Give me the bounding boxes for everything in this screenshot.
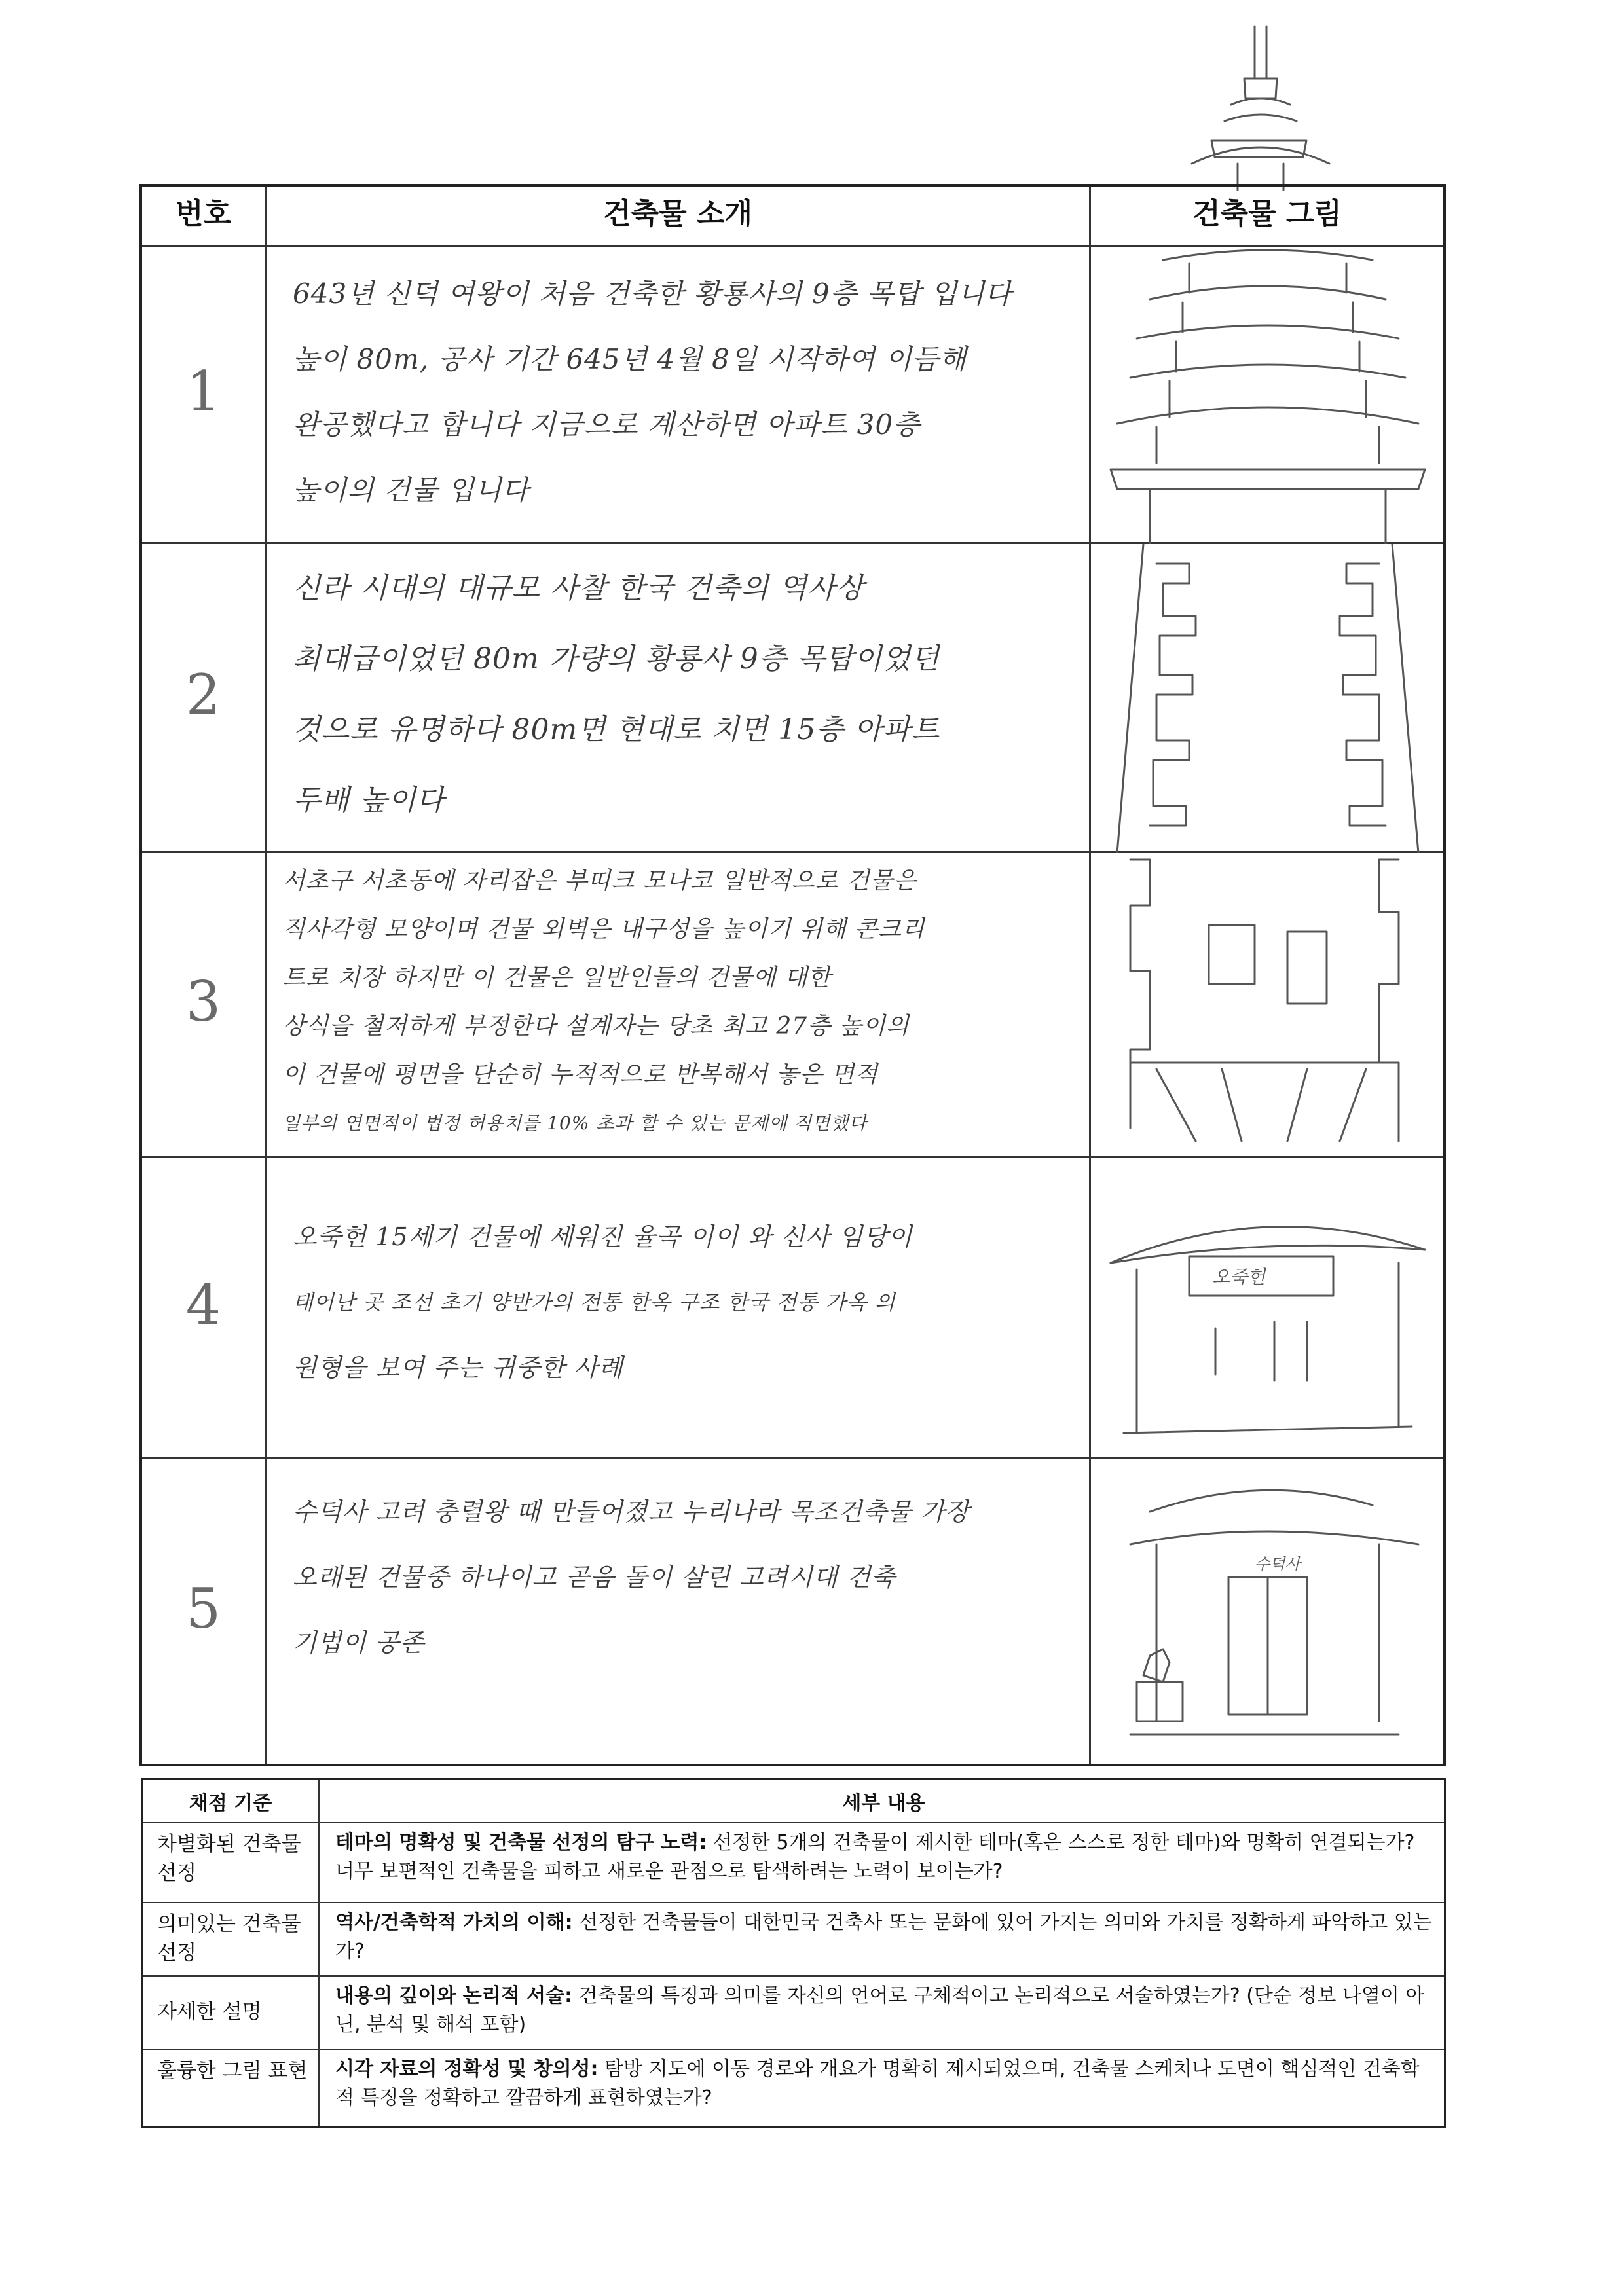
row-number-cell [142,1459,267,1764]
row-intro-cell [267,853,1091,1156]
rubric-detail-body: 선정한 5개의 건축물이 제시한 테마(혹은 스스로 정한 테마)와 명확히 연결되는가? 너무 보편적인 건축물을 피하고 새로운 관점으로 탐색하려는 노력이 보이는가? [335,1831,1415,1883]
row-intro-cell [267,1459,1091,1764]
rubric-detail-body: 선정한 건축물들이 대한민국 건축사 또는 문화에 있어 가지는 의미와 가치를 정확하게 파악하고 있는가? [335,1911,1432,1963]
header-number: 번호 [175,197,231,230]
rubric-criterion: 의미있는 건축물 선정 [143,1903,320,1975]
rubric-row [143,1977,1444,2050]
row-intro-cell [267,247,1091,542]
ojukheon-sketch [1091,1158,1443,1459]
text-line: 것으로 유명하다 80m면 현대로 치면 15층 아파트 [293,713,940,746]
rubric-criterion: 자세한 설명 [143,1977,320,2049]
header-drawing: 건축물 그림 [1192,197,1342,230]
ojukheon-sign-label: 오죽헌 [1212,1266,1266,1288]
header-intro-cell [267,187,1091,245]
building-sketch [1091,853,1443,1158]
rubric-row [143,2050,1444,2126]
row-number-cell [142,1158,267,1457]
row-number: 1 [185,359,221,424]
rubric-criterion: 훌륭한 그림 표현 [143,2050,320,2126]
text-line: 오래된 건물중 하나이고 곧음 돌이 살린 고려시대 건축 [293,1563,896,1592]
text-line: 높이 80m, 공사 기간 645년 4월 8일 시작하여 이듬해 [293,343,967,375]
table-header-row [142,187,1443,247]
rubric-header-details: 세부 내용 [842,1792,925,1815]
rubric-detail-title: 역사/건축학적 가치의 이해: [335,1911,573,1934]
text-line: 수덕사 고려 충렬왕 때 만들어졌고 누리나라 목조건축물 가장 [293,1497,970,1526]
ojukheon-drawing-cell [1091,1158,1443,1457]
row-number-cell [142,544,267,851]
rubric-row [143,1903,1444,1977]
rubric-detail [320,1823,1444,1902]
text-line: 트로 치장 하지만 이 건물은 일반인들의 건물에 대한 [282,964,832,991]
rubric-detail-title: 테마의 명확성 및 건축물 선정의 탐구 노력: [335,1831,707,1854]
text-line: 기법이 공존 [293,1628,425,1657]
text-line: 원형을 보여 주는 귀중한 사례 [293,1353,623,1382]
rubric-header-criteria: 채점 기준 [143,1780,320,1822]
text-line: 두배 높이다 [293,784,445,817]
rubric-detail [320,1903,1444,1975]
row-number: 5 [185,1576,221,1641]
pagoda-sketch [1091,247,1443,544]
text-line: 643년 신덕 여왕이 처음 건축한 황룡사의 9층 목탑 입니다 [293,278,1012,310]
rubric-criterion: 차별화된 건축물 선정 [143,1823,320,1902]
row-intro-cell [267,544,1091,851]
text-line: 태어난 곳 조선 초기 양반가의 전통 한옥 구조 한국 전통 가옥 의 [293,1290,896,1315]
handwritten-text [293,1479,1076,1675]
table-row [142,1459,1443,1764]
table-row [142,247,1443,544]
table-row [142,544,1443,853]
text-line: 직사각형 모양이며 건물 외벽은 내구성을 높이기 위해 콘크리 [282,916,925,943]
tower-sketch [1091,544,1443,853]
rubric-detail-body: 건축물의 특징과 의미를 자신의 언어로 구체적이고 논리적으로 서술하였는가? (단순 정보 나열이 아닌, 분석 및 해석 포함) [335,1984,1425,2036]
pagoda-drawing-cell [1091,247,1443,542]
sudeoksa-sketch [1091,1459,1443,1764]
rubric-detail-body: 탐방 지도에 이동 경로와 개요가 명확히 제시되었으며, 건축물 스케치나 도면이 핵심적인 건축학적 특징을 정확하고 깔끔하게 표현하였는가? [335,2058,1420,2109]
text-line: 높이의 건물 입니다 [293,474,530,506]
text-line: 이 건물에 평면을 단순히 누적적으로 반복해서 놓은 면적 [282,1061,878,1088]
rubric-detail [320,2050,1444,2126]
handwritten-text [282,857,1076,1148]
sudeoksa-sign-label: 수덕사 [1255,1555,1301,1573]
scoring-rubric-table [141,1778,1446,2128]
row-number: 2 [185,662,221,727]
rubric-detail-title: 시각 자료의 정확성 및 창의성: [335,2058,599,2081]
rubric-header-row [143,1780,1444,1823]
header-intro: 건축물 소개 [603,197,752,230]
rubric-detail [320,1977,1444,2049]
row-number: 3 [185,969,221,1034]
text-line: 신라 시대의 대규모 사찰 한국 건축의 역사상 [293,572,864,605]
text-line: 서초구 서초동에 자리잡은 부띠크 모나코 일반적으로 건물은 [282,867,917,894]
header-drawing-cell [1091,187,1443,245]
rubric-row [143,1823,1444,1903]
handwritten-text [293,261,1076,523]
handwritten-text [293,553,1076,836]
row-number-cell [142,247,267,542]
tower-drawing-cell [1091,544,1443,851]
text-line: 최대급이었던 80m 가량의 황룡사 9층 목탑이었던 [293,642,940,676]
row-number-cell [142,853,267,1156]
rubric-detail-title: 내용의 깊이와 논리적 서술: [335,1984,573,2007]
sudeoksa-drawing-cell [1091,1459,1443,1764]
handwritten-text [293,1204,1076,1400]
building-table [139,184,1446,1766]
table-row [142,853,1443,1158]
text-line: 오죽헌 15세기 건물에 세워진 율곡 이이 와 신사 임당이 [293,1222,913,1251]
header-number-cell [142,187,267,245]
building-drawing-cell [1091,853,1443,1156]
row-number: 4 [185,1272,221,1337]
text-line: 일부의 연면적이 법정 허용치를 10% 초과 할 수 있는 문제에 직면했다 [282,1112,868,1134]
row-intro-cell [267,1158,1091,1457]
text-line: 완공했다고 합니다 지금으로 계산하면 아파트 30층 [293,409,921,441]
table-row [142,1158,1443,1459]
text-line: 상식을 철저하게 부정한다 설계자는 당초 최고 27층 높이의 [282,1013,910,1040]
